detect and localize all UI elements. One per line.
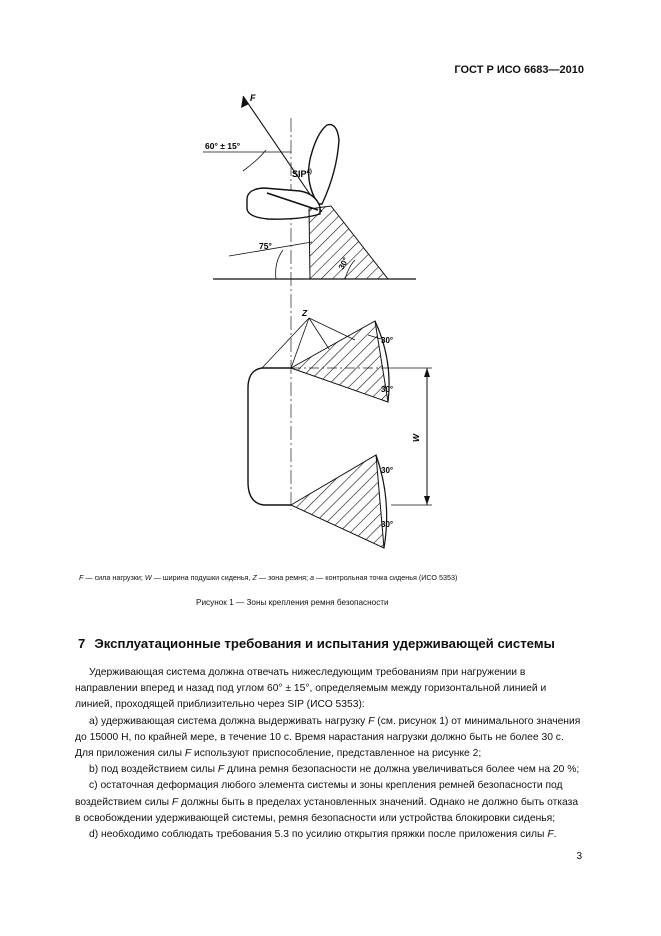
figure-legend: F — сила нагрузки; W — ширина подушки сиденья, Z — зона ремня; а — контрольная точка сиденья (ИСО 5353) bbox=[79, 573, 458, 582]
angle-range-label: 60° ± 15° bbox=[205, 141, 241, 151]
seat-back bbox=[309, 125, 339, 204]
document-header: ГОСТ Р ИСО 6683—2010 bbox=[454, 64, 584, 76]
section-number: 7 bbox=[78, 636, 86, 651]
list-item-a: а) удерживающая система должна выдерживать нагрузку F (см. рисунок 1) от минимального значения до 15000 Н, по крайней мере, в течение 10 с. Время нарастания нагрузки должно быть не более 30 с. Для приложения силы F используют приспособление, представленное на рисунке 2; bbox=[75, 715, 581, 760]
angle-30-label-a: 30° bbox=[381, 336, 394, 345]
force-arrowhead bbox=[241, 96, 249, 108]
angle-75-arc bbox=[276, 250, 283, 279]
zone-leader-1 bbox=[262, 318, 309, 368]
page-number: 3 bbox=[576, 851, 582, 862]
zone-label: Z bbox=[302, 308, 308, 318]
width-label: W bbox=[411, 433, 421, 442]
angle-30-label-c: 30° bbox=[381, 466, 394, 475]
width-arrow-top bbox=[424, 368, 430, 377]
seat-outline-top bbox=[248, 368, 291, 505]
section-title-text: Эксплуатационные требования и испытания удерживающей системы bbox=[94, 636, 555, 651]
list-item-b: b) под воздействием силы F длина ремня безопасности не должна увеличиваться более чем на 20 %; bbox=[89, 764, 580, 776]
section-body bbox=[75, 665, 581, 843]
angle-30-top-label: 30° bbox=[336, 256, 351, 271]
angle-60-arc bbox=[243, 150, 266, 171]
intro-paragraph: Удерживающая система должна отвечать нижеследующим требованиям при нагружении в направлении вперед и назад под углом 60° ± 15°, определяемым между горизонтальной линией и линией, проходящей приблизительно через SIP (ИСО 5353): bbox=[75, 667, 547, 711]
hatched-zone-top-left bbox=[291, 321, 388, 402]
angle-75-label: 75° bbox=[259, 241, 272, 251]
force-label: F bbox=[250, 93, 256, 103]
list-item-c: с) остаточная деформация любого элемента системы и зоны крепления ремней безопасности под воздействием силы F должны быть в пределах установленных значений. Однако не должно быть отказа в освобождении удерживающей системы, ремня безопасности или устройства блокировки сиденья; bbox=[75, 780, 579, 824]
sip-label: SIP$^{a)}$ bbox=[292, 169, 312, 179]
angle-30-label-b: 30° bbox=[381, 385, 394, 394]
list-item-d: d) необходимо соблюдать требования 5.3 по усилию открытия пряжки после приложения силы F. bbox=[89, 829, 557, 841]
width-arrow-bottom bbox=[424, 496, 430, 505]
hatched-zone-top-right bbox=[291, 455, 384, 548]
figure-caption: Рисунок 1 — Зоны крепления ремня безопасности bbox=[196, 598, 389, 607]
hatched-zone-upper bbox=[309, 206, 388, 279]
section-heading bbox=[78, 636, 555, 651]
angle-30-label-d: 30° bbox=[381, 520, 394, 529]
